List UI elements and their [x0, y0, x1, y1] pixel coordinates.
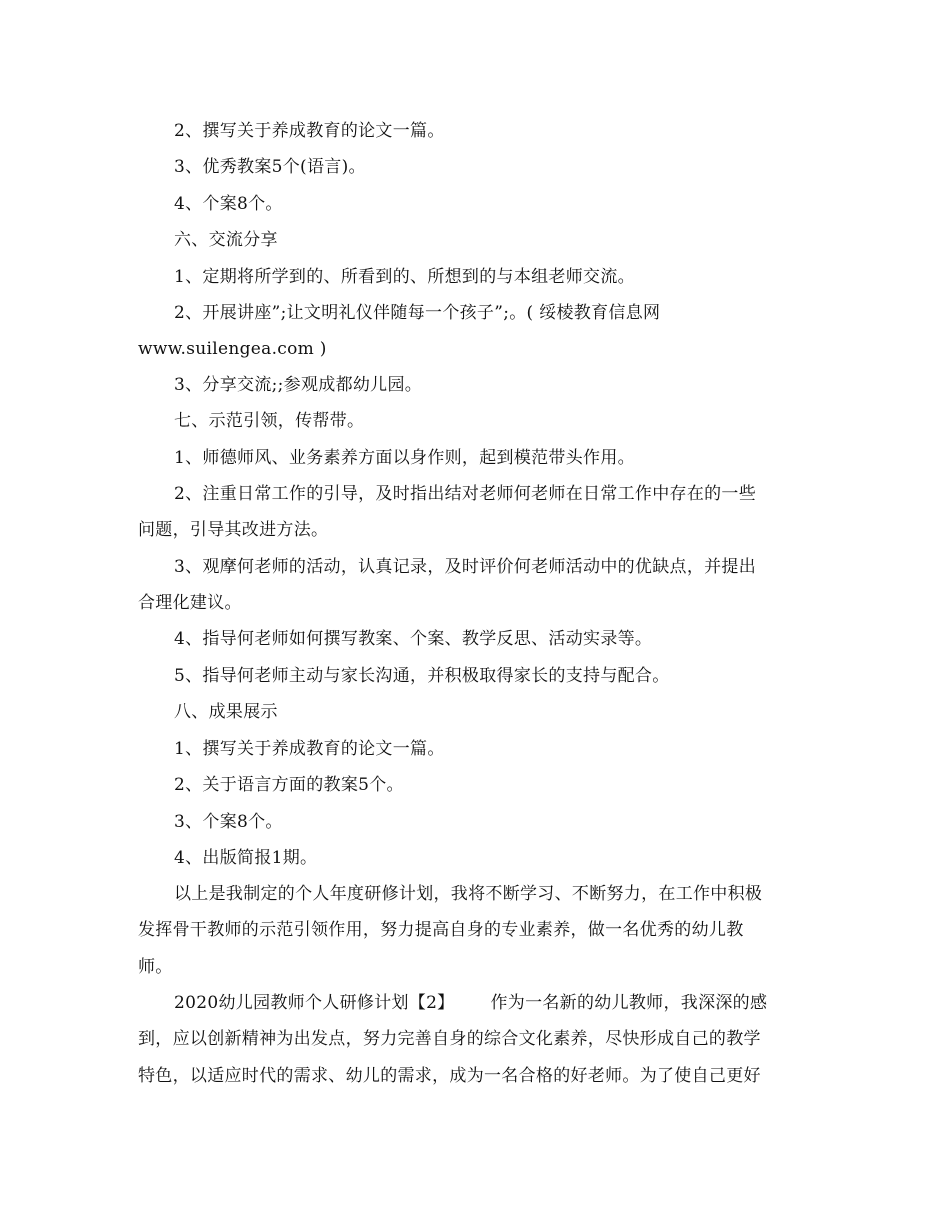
item-line: 5、指导何老师主动与家长沟通，并积极取得家长的支持与配合。 — [174, 666, 670, 686]
item-line: 1、定期将所学到的、所看到的、所想到的与本组老师交流。 — [174, 267, 635, 287]
item-line: 2、关于语言方面的教案5个。 — [174, 775, 404, 795]
item-line: 2、撰写关于养成教育的论文一篇。 — [174, 121, 445, 141]
paragraph-line: 以上是我制定的个人年度研修计划，我将不断学习、不断努力，在工作中积极 — [174, 884, 763, 904]
item-line: 1、师德师风、业务素养方面以身作则，起到模范带头作用。 — [174, 448, 635, 468]
item-line: 4、个案8个。 — [174, 194, 283, 214]
text-line: 到，应以创新精神为出发点，努力完善自身的综合文化素养，尽快形成自己的教学 — [138, 1029, 761, 1049]
item-line: 1、撰写关于养成教育的论文一篇。 — [174, 739, 445, 759]
paragraph-start: 作为一名新的幼儿教师，我深深的感 — [490, 993, 768, 1013]
section-heading: 八、成果展示 — [174, 702, 278, 722]
text-line: www.suilengea.com ) — [138, 339, 327, 359]
text-line: 发挥骨干教师的示范引领作用，努力提高自身的专业素养，做一名优秀的幼儿教 — [138, 920, 744, 940]
text-line: 师。 — [138, 957, 173, 977]
subtitle-line — [174, 993, 767, 1013]
item-line: 3、分享交流;;参观成都幼儿园。 — [174, 375, 423, 395]
item-line: 2、开展讲座”;让文明礼仪伴随每一个孩子”;。( 绥棱教育信息网 — [174, 303, 661, 323]
item-line: 3、观摩何老师的活动，认真记录，及时评价何老师活动中的优缺点，并提出 — [174, 557, 757, 577]
text-line: 合理化建议。 — [138, 593, 242, 613]
item-line: 2、注重日常工作的引导，及时指出结对老师何老师在日常工作中存在的一些 — [174, 484, 757, 504]
item-line: 3、优秀教案5个(语言)。 — [174, 157, 366, 177]
item-line: 4、出版简报1期。 — [174, 848, 318, 868]
text-line: 特色，以适应时代的需求、幼儿的需求，成为一名合格的好老师。为了使自己更好 — [138, 1066, 761, 1086]
item-line: 4、指导何老师如何撰写教案、个案、教学反思、活动实录等。 — [174, 629, 653, 649]
subtitle-text: 2020幼儿园教师个人研修计划【2】 — [174, 993, 455, 1013]
section-heading: 七、示范引领，传帮带。 — [174, 411, 365, 431]
section-heading: 六、交流分享 — [174, 230, 278, 250]
item-line: 3、个案8个。 — [174, 812, 283, 832]
text-line: 问题，引导其改进方法。 — [138, 520, 329, 540]
